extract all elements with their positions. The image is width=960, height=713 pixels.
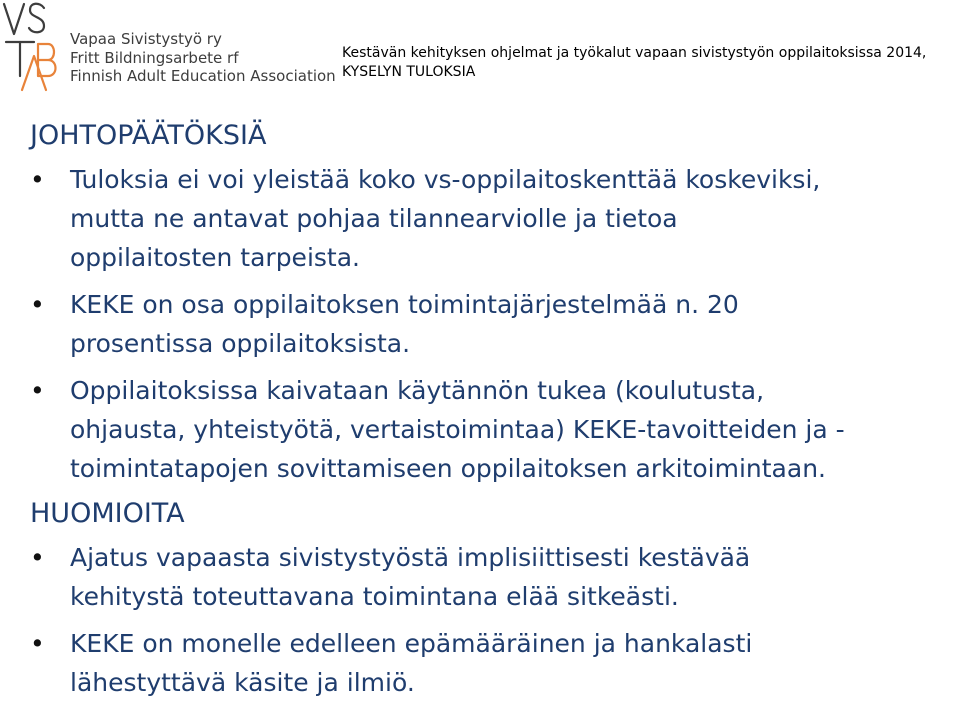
list-item-line: lähestyttävä käsite ja ilmiö. <box>70 668 415 697</box>
header-title-line-2: KYSELYN TULOKSIA <box>342 64 476 80</box>
list-item <box>30 371 955 488</box>
section-heading-observations: HUOMIOITA <box>30 498 185 529</box>
slide-content <box>30 118 955 710</box>
list-item <box>30 624 955 702</box>
list-item-line: kehitystä toteuttavana toimintana elää sitkeästi. <box>70 582 679 611</box>
list-item-line: • KEKE on osa oppilaitoksen toimintajärjestelmää n. 20 <box>70 290 739 319</box>
list-item <box>30 285 955 363</box>
header-title-line-1: Kestävän kehityksen ohjelmat ja työkalut vapaan sivistystyön oppilaitoksissa 2014, <box>342 45 927 61</box>
list-item-line: mutta ne antavat pohjaa tilannearviolle ja tietoa <box>70 204 678 233</box>
list-item-line: • Oppilaitoksissa kaivataan käytännön tukea (koulutusta, <box>70 376 765 405</box>
logo-text <box>70 30 336 86</box>
list-item-line: prosentissa oppilaitoksista. <box>70 329 411 358</box>
list-item-line: toimintatapojen sovittamiseen oppilaitoksen arkitoimintaan. <box>70 454 826 483</box>
list-item-line: ohjausta, yhteistyötä, vertaistoimintaa) KEKE-tavoitteiden ja - <box>70 415 845 444</box>
logo-line-fi: Vapaa Sivistystyö ry <box>70 30 222 48</box>
list-item-line: • Ajatus vapaasta sivistystyöstä implisiittisesti kestävää <box>70 543 751 572</box>
logo-line-en: Finnish Adult Education Association <box>70 67 336 85</box>
list-item <box>30 160 955 277</box>
header-title <box>342 44 952 82</box>
association-logo <box>0 0 336 92</box>
list-item-line: • KEKE on monelle edelleen epämääräinen ja hankalasti <box>70 629 753 658</box>
observations-list <box>30 538 955 702</box>
list-item-line: oppilaitosten tarpeista. <box>70 243 360 272</box>
conclusions-list <box>30 160 955 488</box>
logo-line-sv: Fritt Bildningsarbete rf <box>70 48 239 67</box>
vstb-logo-mark <box>0 0 64 92</box>
list-item <box>30 538 955 616</box>
section-heading-conclusions: JOHTOPÄÄTÖKSIÄ <box>30 120 267 151</box>
list-item-line: • Tuloksia ei voi yleistää koko vs-oppilaitoskenttää koskeviksi, <box>70 165 821 194</box>
